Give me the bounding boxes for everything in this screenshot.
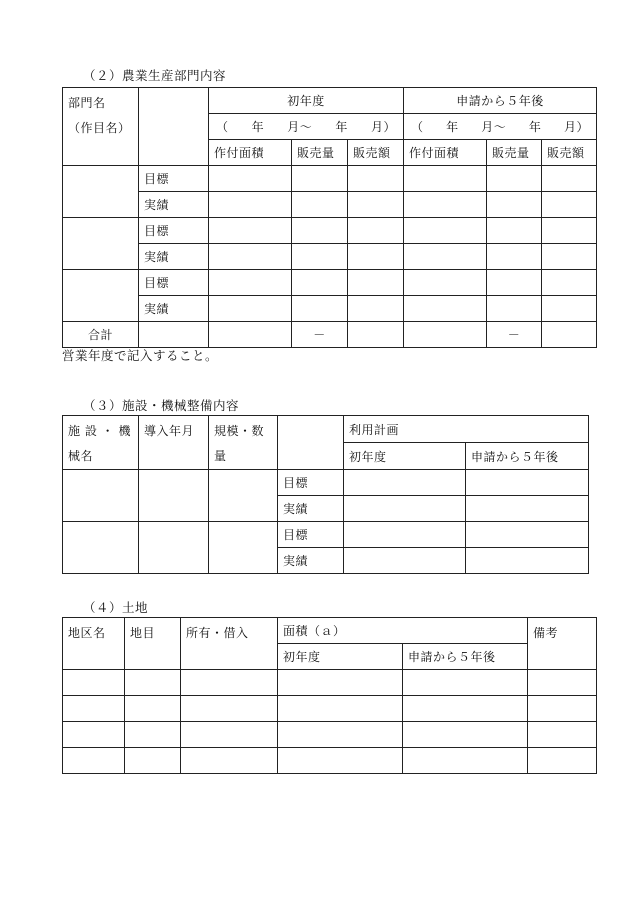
data-cell[interactable] — [403, 722, 528, 748]
intro-cell[interactable] — [139, 522, 209, 574]
total-dash: － — [487, 322, 542, 348]
data-cell[interactable] — [487, 244, 542, 270]
data-cell[interactable] — [292, 244, 348, 270]
data-cell[interactable] — [348, 166, 404, 192]
period-year: 年 — [335, 120, 348, 134]
data-cell[interactable] — [404, 166, 487, 192]
dept-header-line2: （作目名） — [68, 121, 131, 135]
table-row — [63, 748, 597, 774]
data-cell[interactable] — [403, 748, 528, 774]
data-cell[interactable] — [348, 270, 404, 296]
row-label: 実績 — [278, 548, 344, 574]
data-cell[interactable] — [278, 722, 403, 748]
data-cell[interactable] — [209, 244, 292, 270]
data-cell[interactable] — [528, 748, 597, 774]
data-cell[interactable] — [403, 696, 528, 722]
data-cell[interactable] — [542, 166, 597, 192]
period-year: 年 — [446, 120, 459, 134]
district-header — [63, 618, 125, 670]
table-row — [63, 296, 597, 322]
row-label: 目標 — [278, 470, 344, 496]
data-cell[interactable] — [209, 270, 292, 296]
dept-cell[interactable] — [63, 218, 139, 270]
row-label: 目標 — [278, 522, 344, 548]
data-cell[interactable] — [209, 218, 292, 244]
facility-cell[interactable] — [63, 470, 139, 522]
data-cell[interactable] — [528, 722, 597, 748]
intro-date-header-text: 導入年月 — [144, 424, 195, 438]
scale-cell[interactable] — [209, 522, 278, 574]
landtype-header-text: 地目 — [130, 626, 156, 640]
data-cell[interactable] — [292, 218, 348, 244]
period-month-close: 月） — [370, 120, 396, 134]
landtype-header — [125, 618, 181, 670]
section2-heading: （２）農業生産部門内容 — [83, 68, 227, 83]
data-cell[interactable] — [466, 548, 589, 574]
first-year-period — [209, 114, 404, 140]
data-cell[interactable] — [209, 322, 292, 348]
sub-header-area: 作付面積 — [404, 140, 487, 166]
data-cell[interactable] — [487, 166, 542, 192]
data-cell[interactable] — [466, 496, 589, 522]
data-cell[interactable] — [209, 166, 292, 192]
data-cell[interactable] — [487, 192, 542, 218]
dept-cell[interactable] — [63, 166, 139, 218]
data-cell[interactable] — [542, 218, 597, 244]
table-row — [63, 722, 597, 748]
row-label: 実績 — [139, 244, 209, 270]
data-cell[interactable] — [344, 522, 466, 548]
sub-header-sales: 販売額 — [348, 140, 404, 166]
data-cell[interactable] — [528, 670, 597, 696]
five-years-header: 申請から５年後 — [404, 88, 597, 114]
data-cell[interactable] — [292, 296, 348, 322]
ownership-header-text: 所有・借入 — [186, 626, 249, 640]
data-cell[interactable] — [125, 748, 181, 774]
sub-header-volume: 販売量 — [292, 140, 348, 166]
table-row — [63, 218, 597, 244]
total-row — [63, 322, 597, 348]
data-cell[interactable] — [487, 218, 542, 244]
five-years-header: 申請から５年後 — [403, 644, 528, 670]
sub-header-area: 作付面積 — [209, 140, 292, 166]
facility-name-header-line2: 械名 — [68, 449, 94, 463]
data-cell[interactable] — [209, 296, 292, 322]
scale-cell[interactable] — [209, 470, 278, 522]
data-cell[interactable] — [487, 270, 542, 296]
sub-header-volume: 販売量 — [487, 140, 542, 166]
row-label: 目標 — [139, 166, 209, 192]
data-cell[interactable] — [542, 244, 597, 270]
data-cell[interactable] — [181, 670, 278, 696]
ownership-header — [181, 618, 278, 670]
row-label: 目標 — [139, 218, 209, 244]
scale-header-line1: 規模・数 — [214, 424, 265, 438]
data-cell[interactable] — [292, 192, 348, 218]
data-cell[interactable] — [278, 670, 403, 696]
data-cell[interactable] — [63, 696, 125, 722]
data-cell[interactable] — [404, 270, 487, 296]
data-cell[interactable] — [139, 322, 209, 348]
first-year-header: 初年度 — [209, 88, 404, 114]
data-cell[interactable] — [404, 244, 487, 270]
data-cell[interactable] — [542, 296, 597, 322]
table-row — [63, 696, 597, 722]
data-cell[interactable] — [63, 748, 125, 774]
data-cell[interactable] — [466, 522, 589, 548]
data-cell[interactable] — [63, 722, 125, 748]
period-month-close: 月） — [564, 120, 590, 134]
data-cell[interactable] — [125, 722, 181, 748]
dept-cell[interactable] — [63, 270, 139, 322]
table-row — [63, 192, 597, 218]
facility-name-header — [63, 416, 139, 470]
facility-name-header-line1: 施 設 ・ 機 — [68, 424, 131, 438]
intro-date-header — [139, 416, 209, 470]
facility-cell[interactable] — [63, 522, 139, 574]
five-years-header: 申請から５年後 — [466, 443, 589, 470]
data-cell[interactable] — [348, 192, 404, 218]
data-cell[interactable] — [542, 192, 597, 218]
data-cell[interactable] — [278, 748, 403, 774]
area-header: 面積（ａ） — [278, 618, 528, 644]
dept-header-line1: 部門名 — [68, 96, 106, 110]
label-header-blank — [139, 88, 209, 166]
table-row — [63, 166, 597, 192]
period-year: 年 — [528, 120, 542, 134]
data-cell[interactable] — [404, 218, 487, 244]
period-open: （ — [411, 120, 424, 134]
usage-plan-header: 利用計画 — [344, 416, 589, 443]
data-cell[interactable] — [181, 722, 278, 748]
sub-header-sales: 販売額 — [542, 140, 597, 166]
data-cell[interactable] — [404, 296, 487, 322]
first-year-header: 初年度 — [344, 443, 466, 470]
period-month-to: 月～ — [481, 120, 507, 134]
production-table — [62, 87, 597, 348]
facilities-table — [62, 415, 589, 574]
intro-cell[interactable] — [139, 470, 209, 522]
row-label: 実績 — [278, 496, 344, 522]
table-row — [63, 270, 597, 296]
data-cell[interactable] — [403, 670, 528, 696]
data-cell[interactable] — [348, 296, 404, 322]
data-cell[interactable] — [344, 496, 466, 522]
scale-header — [209, 416, 278, 470]
remarks-header-text: 備考 — [533, 626, 559, 640]
section3-heading: （３）施設・機械整備内容 — [83, 398, 240, 413]
dept-header — [63, 88, 139, 166]
first-year-header: 初年度 — [278, 644, 403, 670]
table-row — [63, 244, 597, 270]
total-label: 合計 — [63, 322, 139, 348]
period-year: 年 — [251, 120, 265, 134]
data-cell[interactable] — [528, 696, 597, 722]
data-cell[interactable] — [487, 296, 542, 322]
table-row — [63, 670, 597, 696]
data-cell[interactable] — [63, 670, 125, 696]
row-label: 目標 — [139, 270, 209, 296]
row-label: 実績 — [139, 296, 209, 322]
data-cell[interactable] — [292, 270, 348, 296]
data-cell[interactable] — [348, 218, 404, 244]
period-open: （ — [216, 120, 229, 134]
section4-heading: （４）土地 — [83, 600, 149, 615]
data-cell[interactable] — [292, 166, 348, 192]
data-cell[interactable] — [404, 192, 487, 218]
data-cell[interactable] — [344, 548, 466, 574]
data-cell[interactable] — [181, 696, 278, 722]
row-label: 実績 — [139, 192, 209, 218]
total-dash: － — [292, 322, 348, 348]
data-cell[interactable] — [404, 322, 487, 348]
district-header-text: 地区名 — [68, 626, 106, 640]
data-cell[interactable] — [125, 670, 181, 696]
scale-header-line2: 量 — [214, 449, 227, 463]
remarks-header — [528, 618, 597, 670]
data-cell[interactable] — [542, 322, 597, 348]
label-header-blank — [278, 416, 344, 470]
note-text: 営業年度で記入すること。 — [62, 348, 219, 363]
data-cell[interactable] — [125, 696, 181, 722]
data-cell[interactable] — [181, 748, 278, 774]
data-cell[interactable] — [348, 322, 404, 348]
table-row — [63, 470, 589, 496]
data-cell[interactable] — [348, 244, 404, 270]
table-row — [63, 522, 589, 548]
data-cell[interactable] — [344, 470, 466, 496]
period-month-to: 月～ — [287, 120, 313, 134]
data-cell[interactable] — [542, 270, 597, 296]
data-cell[interactable] — [466, 470, 589, 496]
land-table — [62, 617, 597, 774]
five-years-period — [404, 114, 597, 140]
data-cell[interactable] — [278, 696, 403, 722]
data-cell[interactable] — [209, 192, 292, 218]
